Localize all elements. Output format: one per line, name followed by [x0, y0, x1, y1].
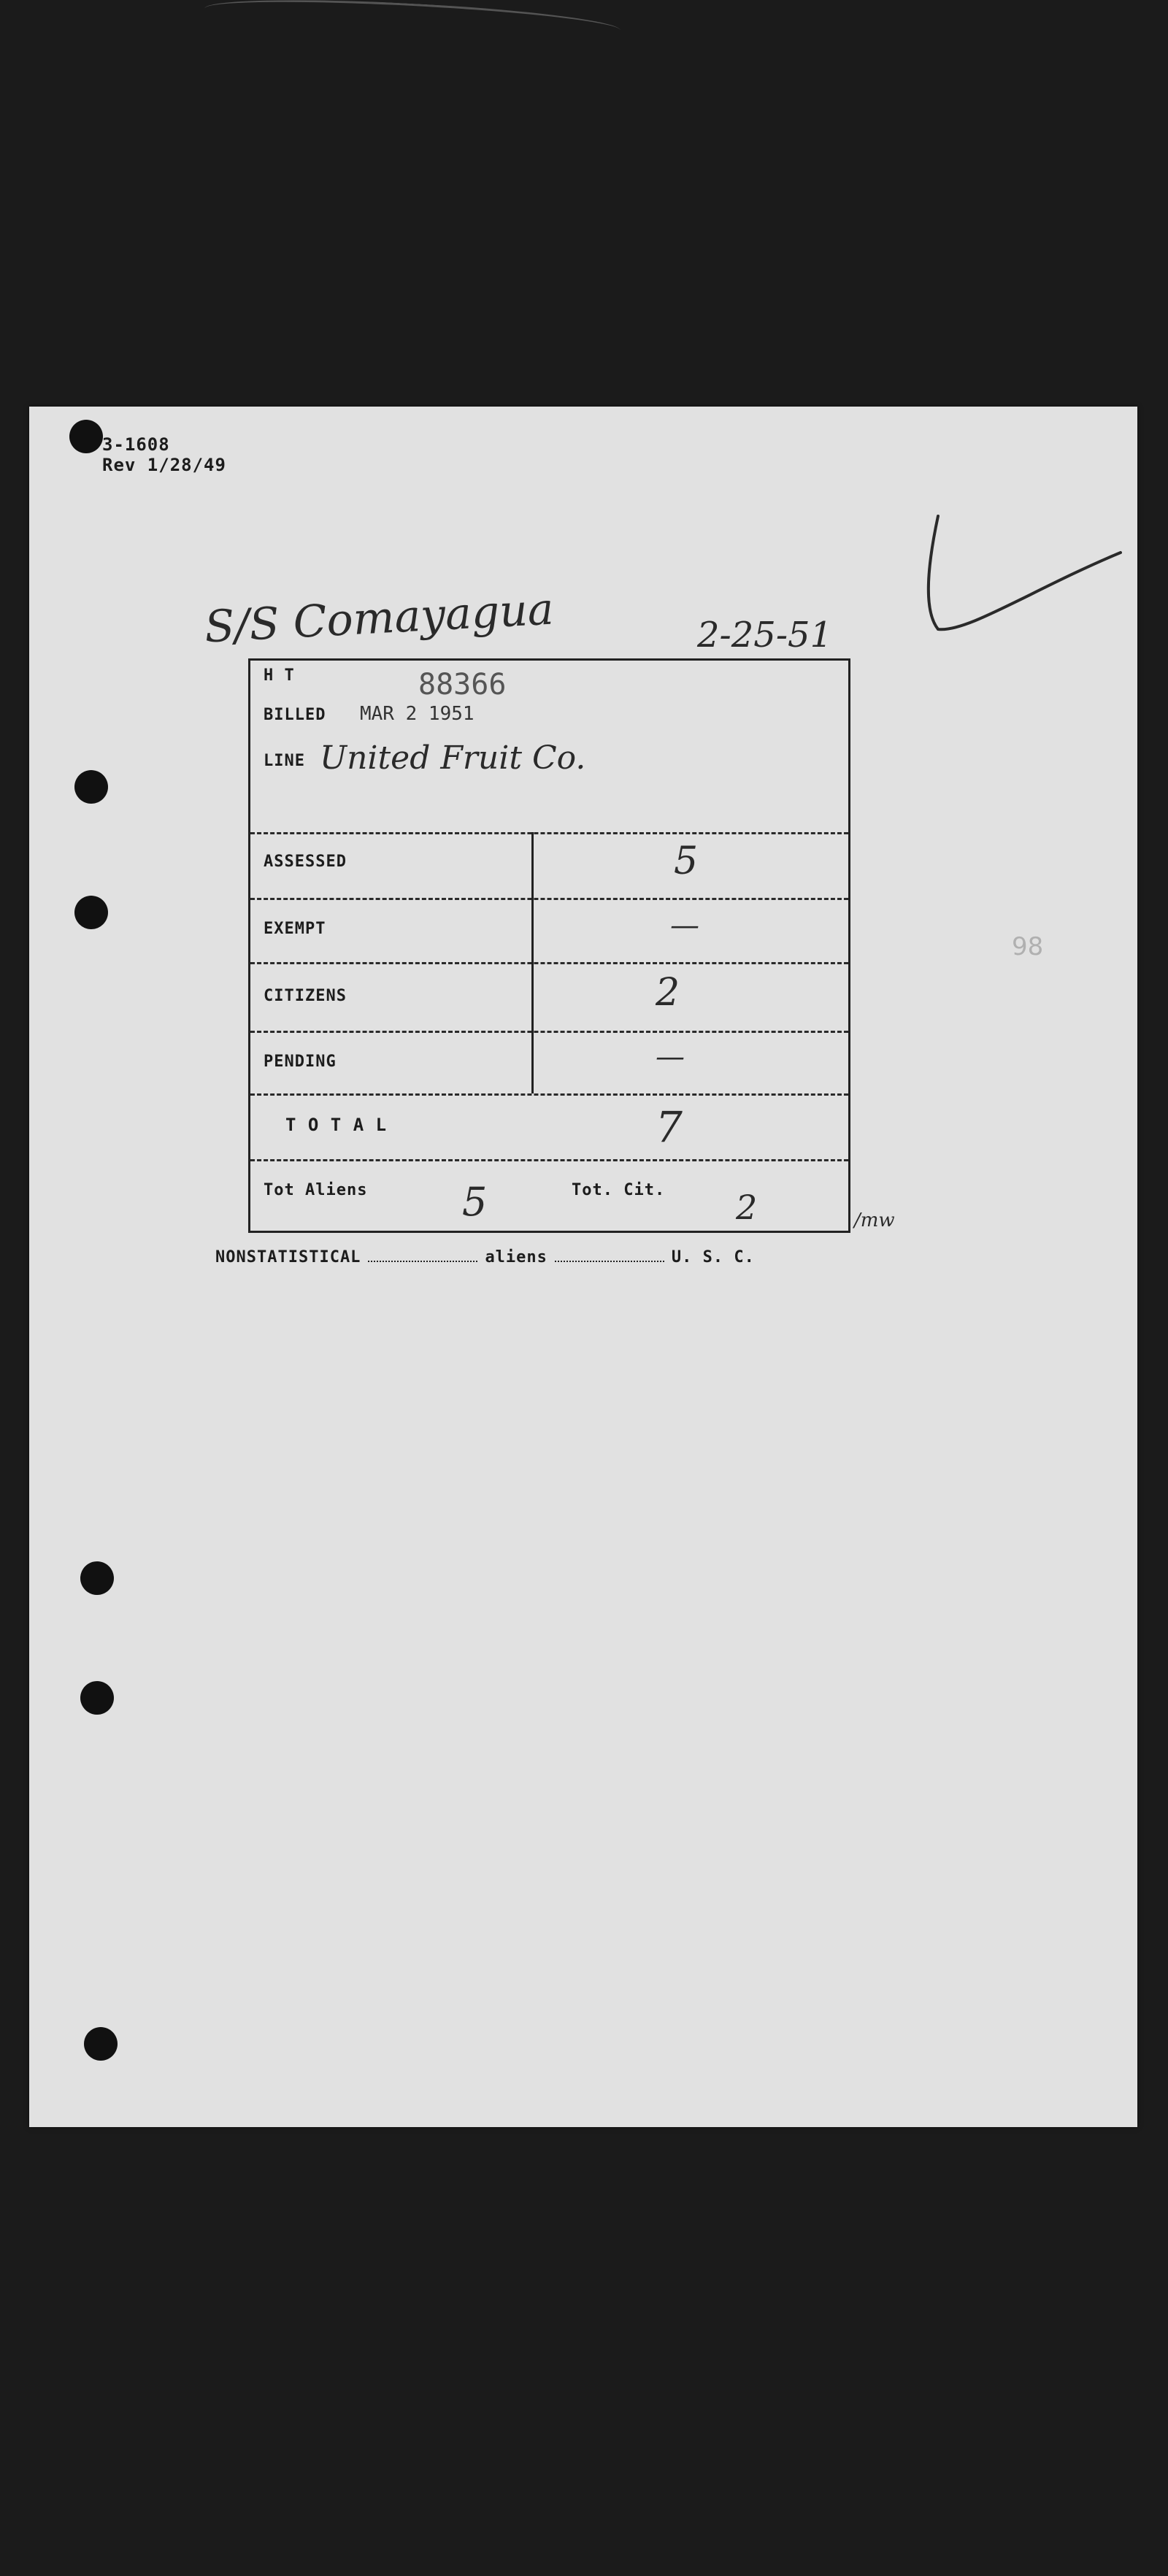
- arrival-date: 2-25-51: [697, 615, 833, 655]
- nonstatistical-blank: [368, 1261, 477, 1262]
- nonstatistical-label: NONSTATISTICAL: [215, 1248, 361, 1266]
- manifest-summary-table: [248, 658, 850, 1233]
- citizens-label: CITIZENS: [264, 987, 347, 1005]
- punch-hole: [84, 2027, 118, 2061]
- nonstatistical-line: [215, 1248, 755, 1266]
- line-label: LINE: [264, 752, 305, 770]
- scan-streak: [204, 0, 620, 46]
- assessed-value: 5: [674, 839, 699, 883]
- form-card: [29, 407, 1137, 2127]
- clerk-initials: /mw: [854, 1210, 895, 1231]
- line-value: United Fruit Co.: [320, 739, 586, 777]
- assessed-label: ASSESSED: [264, 853, 347, 871]
- margin-number: 98: [1012, 932, 1044, 961]
- citizens-value: 2: [656, 971, 680, 1015]
- punch-hole: [69, 420, 103, 453]
- billed-label: BILLED: [264, 706, 326, 724]
- form-number: 3-1608: [102, 434, 170, 455]
- rule: [250, 1093, 848, 1096]
- tot-aliens-label: Tot Aliens: [264, 1181, 368, 1199]
- tot-aliens-value: 5: [462, 1179, 488, 1225]
- rule: [250, 1159, 848, 1161]
- punch-hole: [74, 896, 108, 929]
- tot-cit-value: 2: [736, 1188, 758, 1227]
- rule: [250, 1031, 848, 1033]
- punch-hole: [80, 1681, 114, 1715]
- rule: [250, 962, 848, 964]
- tot-cit-label: Tot. Cit.: [572, 1181, 666, 1199]
- usc-label: U. S. C.: [671, 1248, 755, 1266]
- punch-hole: [80, 1561, 114, 1595]
- column-divider: [531, 832, 534, 1093]
- aliens-blank: [555, 1261, 664, 1262]
- total-label: T O T A L: [285, 1115, 388, 1135]
- total-value: 7: [656, 1102, 683, 1152]
- ship-name: S/S Comayagua: [203, 583, 556, 653]
- check-mark-icon: [923, 509, 1142, 655]
- punch-hole: [74, 770, 108, 804]
- pending-label: PENDING: [264, 1053, 337, 1071]
- ht-label: H T: [264, 666, 295, 685]
- pending-value: —: [656, 1040, 685, 1074]
- rule: [250, 898, 848, 900]
- ht-number-stamp: 88366: [418, 668, 507, 701]
- form-revision: Rev 1/28/49: [102, 455, 226, 475]
- billed-date-stamp: MAR 2 1951: [360, 703, 474, 725]
- exempt-label: EXEMPT: [264, 920, 326, 938]
- exempt-value: —: [670, 909, 699, 942]
- aliens-label: aliens: [485, 1248, 548, 1266]
- rule: [250, 832, 848, 834]
